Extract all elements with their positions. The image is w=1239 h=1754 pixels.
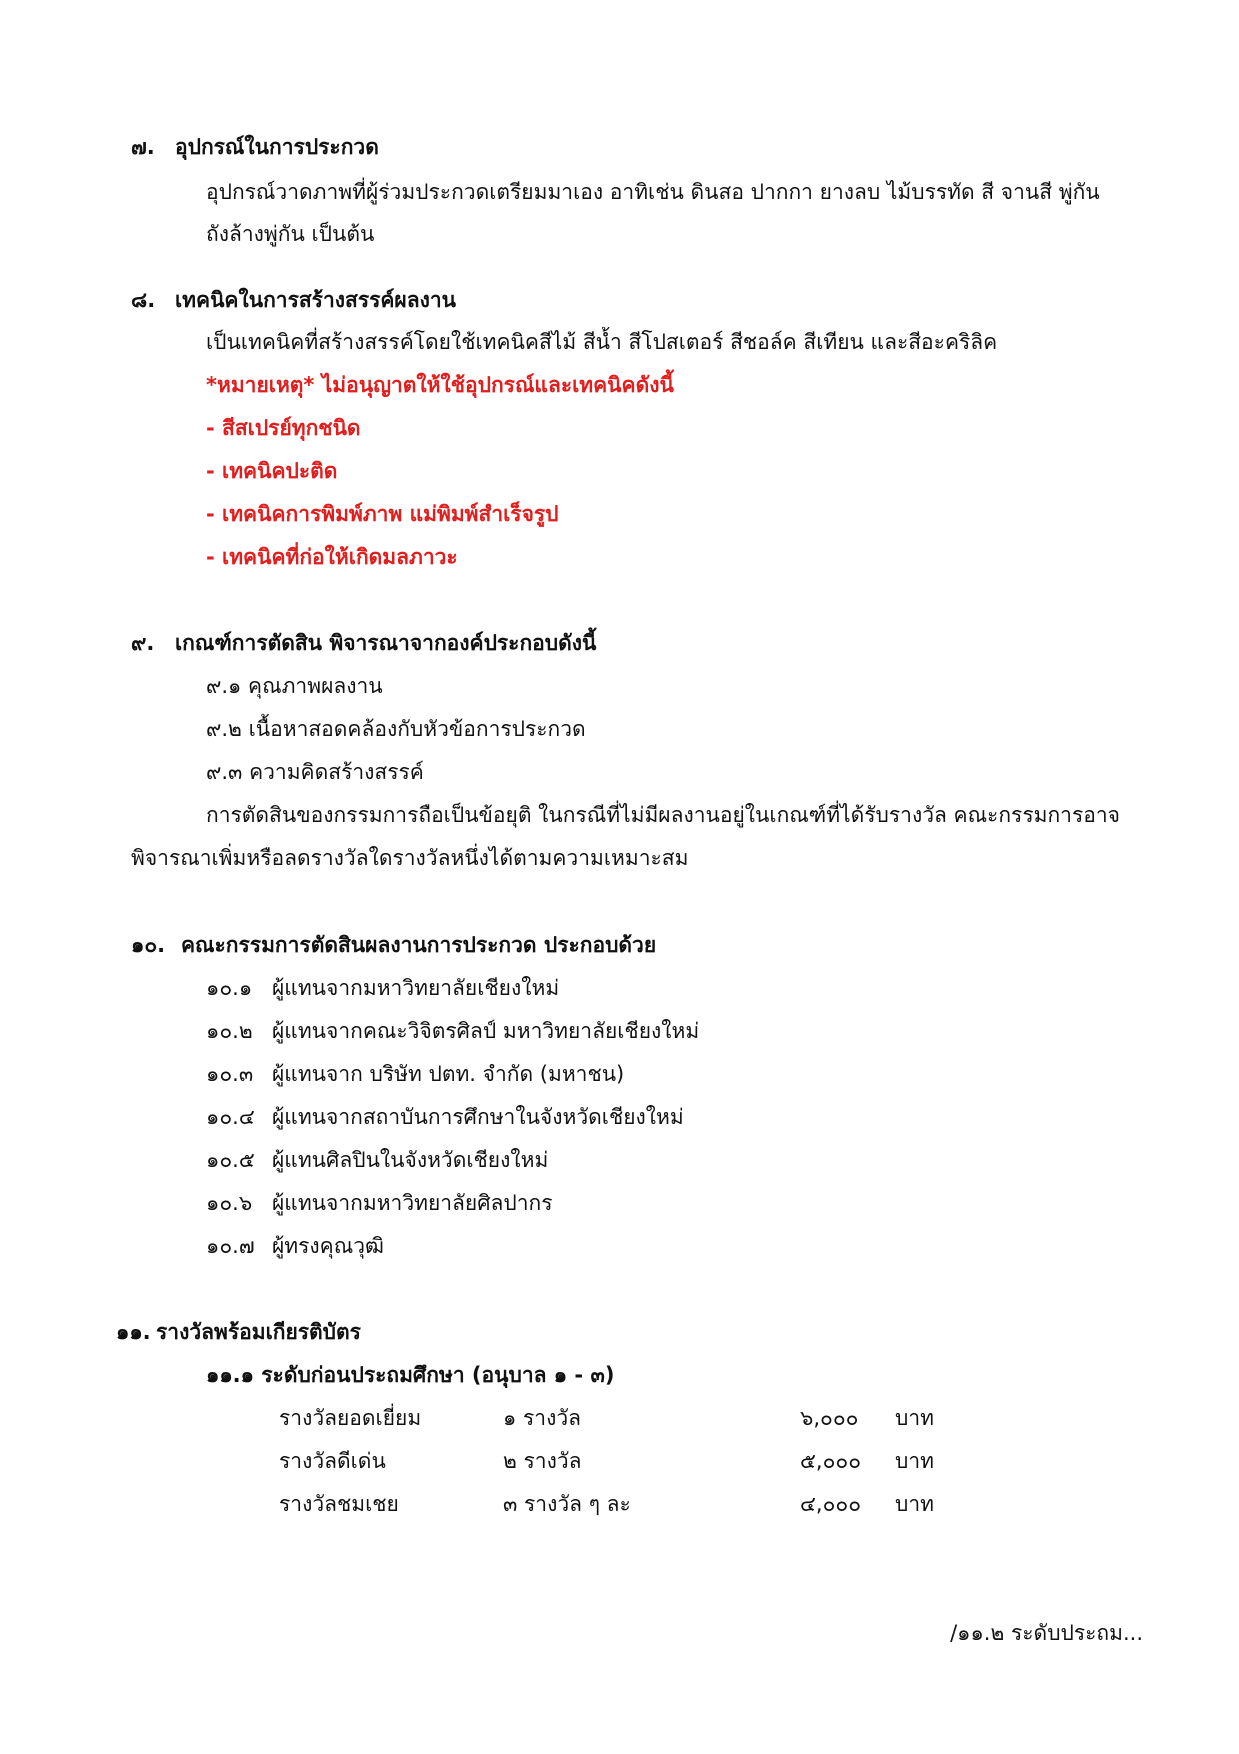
committee-item-4: [206, 1102, 684, 1132]
committee-item-2-text: ผู้แทนจากคณะวิจิตรศิลป์ มหาวิทยาลัยเชียงใหม่: [272, 1019, 700, 1043]
section-9-item-3: ๙.๓ ความคิดสร้างสรรค์: [206, 760, 424, 784]
section-8-item-1: - สีสเปรย์ทุกชนิด: [206, 416, 361, 440]
section-8-heading: [131, 285, 456, 315]
section-9-item-1: ๙.๑ คุณภาพผลงาน: [206, 674, 383, 698]
prize-2-unit: บาท: [895, 1449, 934, 1473]
committee-item-4-number: ๑๐.๔: [206, 1105, 255, 1129]
prize-2-count: ๒ รางวัล: [503, 1449, 582, 1473]
prize-3-name: รางวัลชมเชย: [279, 1492, 399, 1516]
section-10-title: คณะกรรมการตัดสินผลงานการประกวด ประกอบด้วย: [181, 933, 657, 957]
committee-item-4-text: ผู้แทนจากสถาบันการศึกษาในจังหวัดเชียงใหม่: [272, 1105, 684, 1129]
prize-1-count: ๑ รางวัล: [503, 1406, 581, 1430]
section-8-item-4: - เทคนิคที่ก่อให้เกิดมลภาวะ: [206, 545, 458, 569]
section-7-body-line-2: ถังล้างพู่กัน เป็นต้น: [206, 222, 375, 246]
committee-item-6-number: ๑๐.๖: [206, 1191, 253, 1215]
section-11-number: ๑๑.: [116, 1320, 151, 1344]
section-8-note: *หมายเหตุ* ไม่อนุญาตให้ใช้อุปกรณ์และเทคนิคดังนี้: [206, 373, 674, 397]
committee-item-3-text: ผู้แทนจาก บริษัท ปตท. จำกัด (มหาชน): [272, 1062, 625, 1086]
section-9-heading: [131, 628, 596, 658]
prize-3-amount: ๔,๐๐๐: [800, 1492, 862, 1516]
committee-item-7: [206, 1231, 384, 1261]
section-8-item-2: - เทคนิคปะติด: [206, 459, 338, 483]
committee-item-2-number: ๑๐.๒: [206, 1019, 253, 1043]
section-7-body-line-1: อุปกรณ์วาดภาพที่ผู้ร่วมประกวดเตรียมมาเอง อาทิเช่น ดินสอ ปากกา ยางลบ ไม้บรรทัด สี จานสี พู่กัน: [206, 180, 1100, 204]
section-7-heading: [131, 132, 379, 162]
committee-item-7-number: ๑๐.๗: [206, 1234, 255, 1258]
committee-item-5: [206, 1145, 548, 1175]
committee-item-1-text: ผู้แทนจากมหาวิทยาลัยเชียงใหม่: [272, 976, 560, 1000]
section-10-number: ๑๐.: [131, 933, 166, 957]
committee-item-3: [206, 1059, 624, 1089]
committee-item-5-text: ผู้แทนศิลปินในจังหวัดเชียงใหม่: [272, 1148, 549, 1172]
page-continuation-footer: /๑๑.๒ ระดับประถม...: [950, 1621, 1143, 1645]
section-9-number: ๙.: [131, 631, 155, 655]
prize-1-unit: บาท: [895, 1406, 934, 1430]
committee-item-6: [206, 1188, 553, 1218]
section-9-paragraph-line-2: พิจารณาเพิ่มหรือลดรางวัลใดรางวัลหนึ่งได้ตามความเหมาะสม: [131, 846, 689, 870]
prize-2-amount: ๕,๐๐๐: [800, 1449, 862, 1473]
committee-item-1-number: ๑๐.๑: [206, 976, 253, 1000]
committee-item-5-number: ๑๐.๕: [206, 1148, 255, 1172]
section-11-title: รางวัลพร้อมเกียรติบัตร: [156, 1320, 361, 1344]
committee-item-7-text: ผู้ทรงคุณวุฒิ: [272, 1234, 384, 1258]
committee-item-6-text: ผู้แทนจากมหาวิทยาลัยศิลปากร: [272, 1191, 553, 1215]
committee-item-1: [206, 973, 559, 1003]
prize-2-name: รางวัลดีเด่น: [279, 1449, 386, 1473]
section-11-heading: [116, 1317, 361, 1347]
section-9-title: เกณฑ์การตัดสิน พิจารณาจากองค์ประกอบดังนี้: [175, 631, 597, 655]
section-8-item-3: - เทคนิคการพิมพ์ภาพ แม่พิมพ์สำเร็จรูป: [206, 502, 559, 526]
section-7-title: อุปกรณ์ในการประกวด: [175, 135, 379, 159]
section-11-1-heading: ๑๑.๑ ระดับก่อนประถมศึกษา (อนุบาล ๑ - ๓): [206, 1363, 615, 1387]
section-10-heading: [131, 930, 656, 960]
section-9-paragraph-line-1: การตัดสินของกรรมการถือเป็นข้อยุติ ในกรณีที่ไม่มีผลงานอยู่ในเกณฑ์ที่ได้รับรางวัล คณะกรรมการอาจ: [206, 803, 1120, 827]
section-9-item-2: ๙.๒ เนื้อหาสอดคล้องกับหัวข้อการประกวด: [206, 717, 586, 741]
section-8-title: เทคนิคในการสร้างสรรค์ผลงาน: [175, 288, 457, 312]
section-7-number: ๗.: [131, 135, 155, 159]
section-8-number: ๘.: [131, 288, 156, 312]
prize-1-amount: ๖,๐๐๐: [800, 1406, 859, 1430]
committee-item-2: [206, 1016, 699, 1046]
prize-3-unit: บาท: [895, 1492, 934, 1516]
prize-1-name: รางวัลยอดเยี่ยม: [279, 1406, 422, 1430]
section-8-body: เป็นเทคนิคที่สร้างสรรค์โดยใช้เทคนิคสีไม้ สีน้ำ สีโปสเตอร์ สีชอล์ค สีเทียน และสีอะคริลิค: [206, 330, 998, 354]
prize-3-count: ๓ รางวัล ๆ ละ: [503, 1492, 631, 1516]
committee-item-3-number: ๑๐.๓: [206, 1062, 254, 1086]
